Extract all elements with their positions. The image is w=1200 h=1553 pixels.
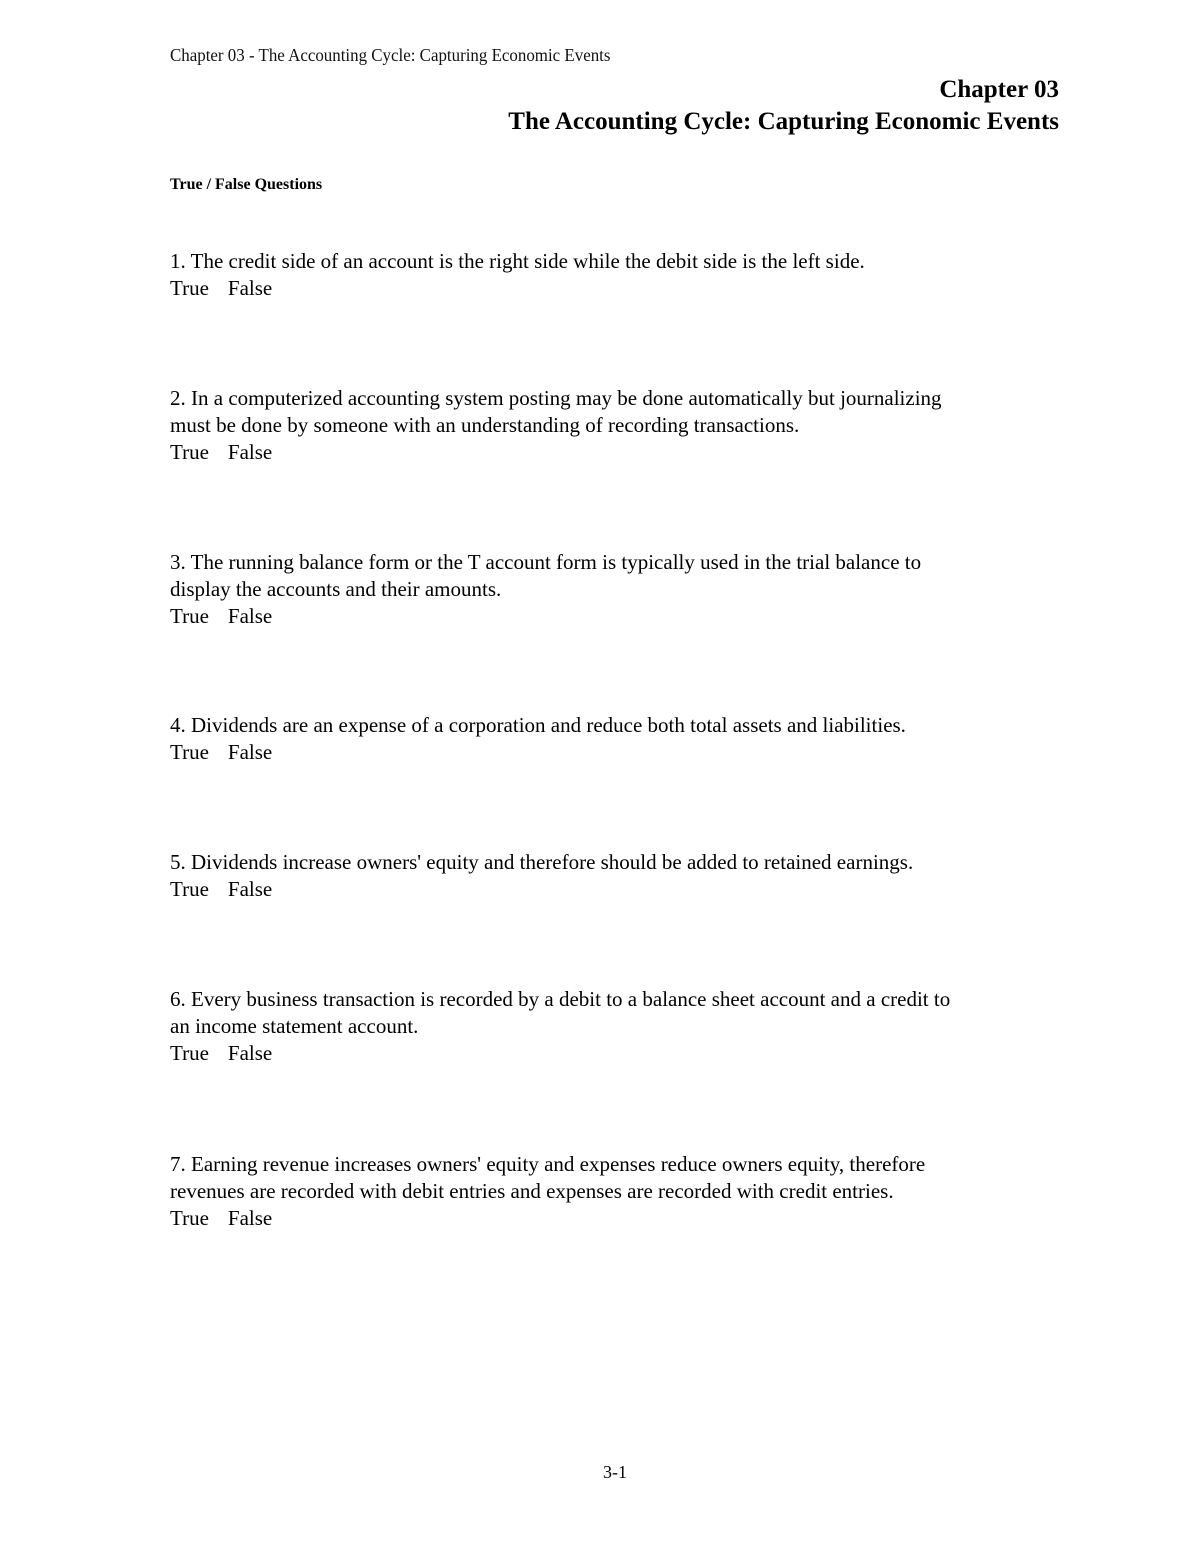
- option-false: False: [227, 1206, 273, 1230]
- option-true: True: [170, 877, 209, 901]
- answer-options: [170, 876, 1070, 903]
- option-false: False: [227, 1041, 273, 1065]
- question-text: 5. Dividends increase owners' equity and therefore should be added to retained earnings.: [170, 850, 914, 874]
- question-6: [170, 986, 1070, 1067]
- option-true: True: [170, 440, 209, 464]
- answer-options: [170, 275, 1070, 302]
- question-4: [170, 712, 1070, 766]
- option-false: False: [227, 604, 273, 628]
- option-false: False: [227, 877, 273, 901]
- option-true: True: [170, 604, 209, 628]
- option-false: False: [227, 440, 273, 464]
- option-true: True: [170, 1041, 209, 1065]
- question-text: 1. The credit side of an account is the right side while the debit side is the left side.: [170, 249, 865, 273]
- answer-options: [170, 603, 1070, 630]
- question-text: 2. In a computerized accounting system posting may be done automatically but journalizing must be done by someone with an understanding of recording transactions.: [170, 386, 942, 437]
- answer-options: [170, 739, 1070, 766]
- question-text: 6. Every business transaction is recorded by a debit to a balance sheet account and a credit to an income statement account.: [170, 987, 951, 1038]
- page-number: 3-1: [603, 1462, 627, 1482]
- chapter-name: The Accounting Cycle: Capturing Economic Events: [508, 108, 1059, 135]
- option-true: True: [170, 1206, 209, 1230]
- question-text: 3. The running balance form or the T account form is typically used in the trial balance to display the accounts and their amounts.: [170, 550, 922, 601]
- option-true: True: [170, 276, 209, 300]
- chapter-title: [508, 74, 1059, 138]
- question-text: 7. Earning revenue increases owners' equity and expenses reduce owners equity, therefore revenues are recorded with debit entries and expenses are recorded with credit entries.: [170, 1152, 926, 1203]
- section-heading: True / False Questions: [170, 176, 323, 193]
- question-7: [170, 1151, 1070, 1232]
- chapter-number: Chapter 03: [939, 76, 1059, 103]
- question-2: [170, 385, 1070, 466]
- question-text: 4. Dividends are an expense of a corporation and reduce both total assets and liabilities.: [170, 713, 906, 737]
- question-3: [170, 549, 1070, 630]
- question-5: [170, 849, 1070, 903]
- option-false: False: [227, 740, 273, 764]
- option-false: False: [227, 276, 273, 300]
- answer-options: [170, 439, 1070, 466]
- answer-options: [170, 1205, 1070, 1232]
- running-header: Chapter 03 - The Accounting Cycle: Capturing Economic Events: [170, 45, 611, 65]
- answer-options: [170, 1040, 1070, 1067]
- option-true: True: [170, 740, 209, 764]
- question-1: [170, 248, 1070, 302]
